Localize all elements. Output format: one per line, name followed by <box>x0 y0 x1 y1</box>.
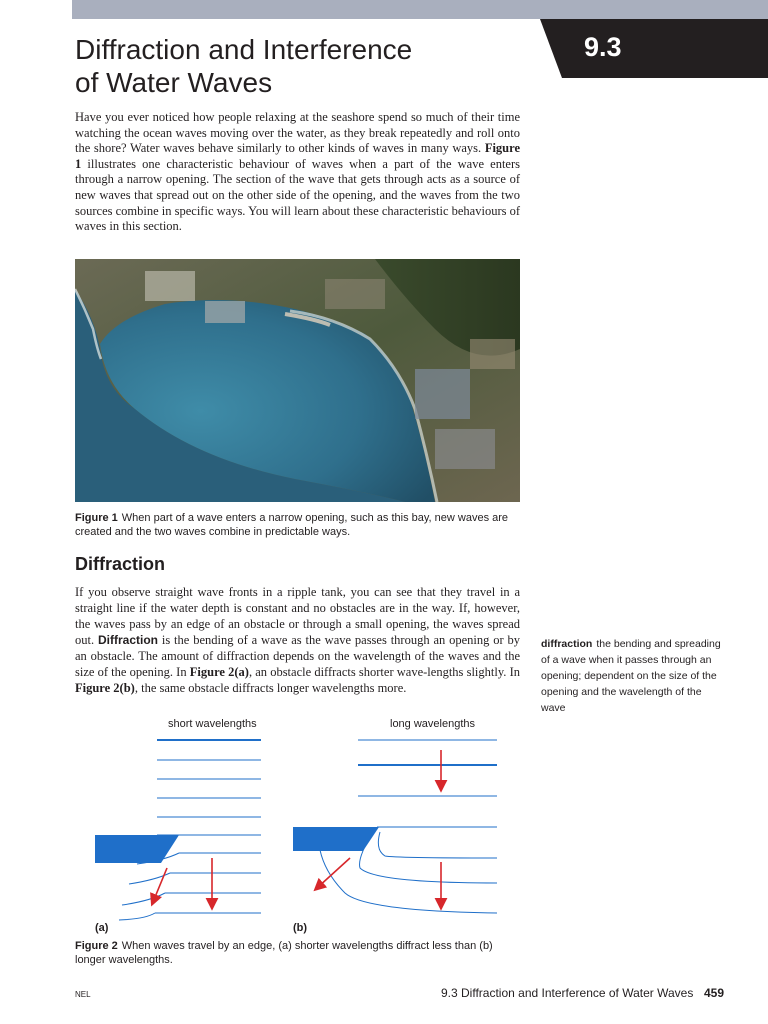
glossary-definition: the bending and spreading of a wave when it passes through an opening; dependent on the size of the opening and the wavelength of the wave <box>541 638 721 714</box>
top-bar <box>72 0 768 19</box>
intro-paragraph <box>75 110 520 235</box>
body-text-4: , the same obstacle diffracts longer wavelengths more. <box>134 681 407 695</box>
footer-publisher: NEL <box>75 990 91 999</box>
diffracted-wavefront <box>320 850 497 913</box>
panel-b-label: (b) <box>293 922 308 934</box>
diffraction-paragraph <box>75 584 520 696</box>
obstacle-b <box>293 827 379 851</box>
figure1-label: Figure 1 <box>75 512 118 524</box>
figure2b-ref[interactable]: Figure 2(b) <box>75 681 135 695</box>
figure1-caption <box>75 511 520 539</box>
panel-a <box>119 740 261 920</box>
glossary-note <box>541 636 726 716</box>
diffracted-wavefront <box>129 873 261 884</box>
arrow-a-bent <box>153 868 167 902</box>
figure2-diagram <box>75 708 520 936</box>
arrow-b-bent <box>317 858 350 888</box>
section-tab <box>540 19 768 78</box>
glossary-term: diffraction <box>541 638 593 650</box>
figure2-label: Figure 2 <box>75 940 118 952</box>
panel-a-label: (a) <box>95 922 109 934</box>
section-number: 9.3 <box>584 32 622 62</box>
body-text-2: is the bending of a wave as the wave passes through an opening or by an obstacle. The amount of diffraction depends on the wavelength of the waves and the size of the opening. In <box>75 633 521 679</box>
page-number: 459 <box>704 986 725 1000</box>
label-long-wavelengths: long wavelengths <box>390 718 476 730</box>
intro-text-1: Have you ever noticed how people relaxing at the seashore spend so much of their time watching the ocean waves moving over the water, as they break repeatedly and roll onto the shore? Water waves behave similarly to other kinds of waves in many ways. <box>75 110 520 156</box>
footer-running-title: 9.3 Diffraction and Interference of Water Waves <box>441 986 694 1000</box>
intro-text-2: illustrates one characteristic behaviour of waves when a part of the wave enters through a narrow opening. The section of the wave that gets through acts as a source of new waves that spread out on the other side of the opening, and the waves from the two sources combine in specific ways. You will learn about these characteristic behaviours of waves in this section. <box>75 156 521 234</box>
title-line-1: Diffraction and Interference <box>75 34 413 65</box>
body-text-1: If you observe straight wave fronts in a ripple tank, you can see that they travel in a straight line if the water depth is constant and no obstacles are in the way. If, however, the waves pass by an edge of an obstacle or through a small opening, the waves spread out. <box>75 585 520 647</box>
diffracted-wavefront <box>119 913 261 920</box>
diffraction-term: Diffraction <box>97 633 158 647</box>
obstacle-a <box>95 835 179 863</box>
figure1-caption-text: When part of a wave enters a narrow opening, such as this bay, new waves are created and the two waves combine in predictable ways. <box>75 512 509 538</box>
title-line-2: of Water Waves <box>75 67 273 98</box>
figure1-ref[interactable]: Figure 1 <box>75 141 520 171</box>
diffracted-wavefront <box>122 893 261 905</box>
bay-aerial-photo <box>75 259 520 502</box>
figure2-caption-text: When waves travel by an edge, (a) shorter wavelengths diffract less than (b) longer wavelengths. <box>75 940 493 966</box>
figure2-caption <box>75 939 520 967</box>
page-title <box>75 33 412 99</box>
figure2a-ref[interactable]: Figure 2(a) <box>189 665 249 679</box>
panel-b <box>320 740 497 913</box>
diffracted-wavefront <box>378 832 497 858</box>
label-short-wavelengths: short wavelengths <box>168 718 257 730</box>
section-heading: Diffraction <box>75 554 165 574</box>
body-text-3: , an obstacle diffracts shorter wave-lengths slightly. In <box>248 665 520 679</box>
